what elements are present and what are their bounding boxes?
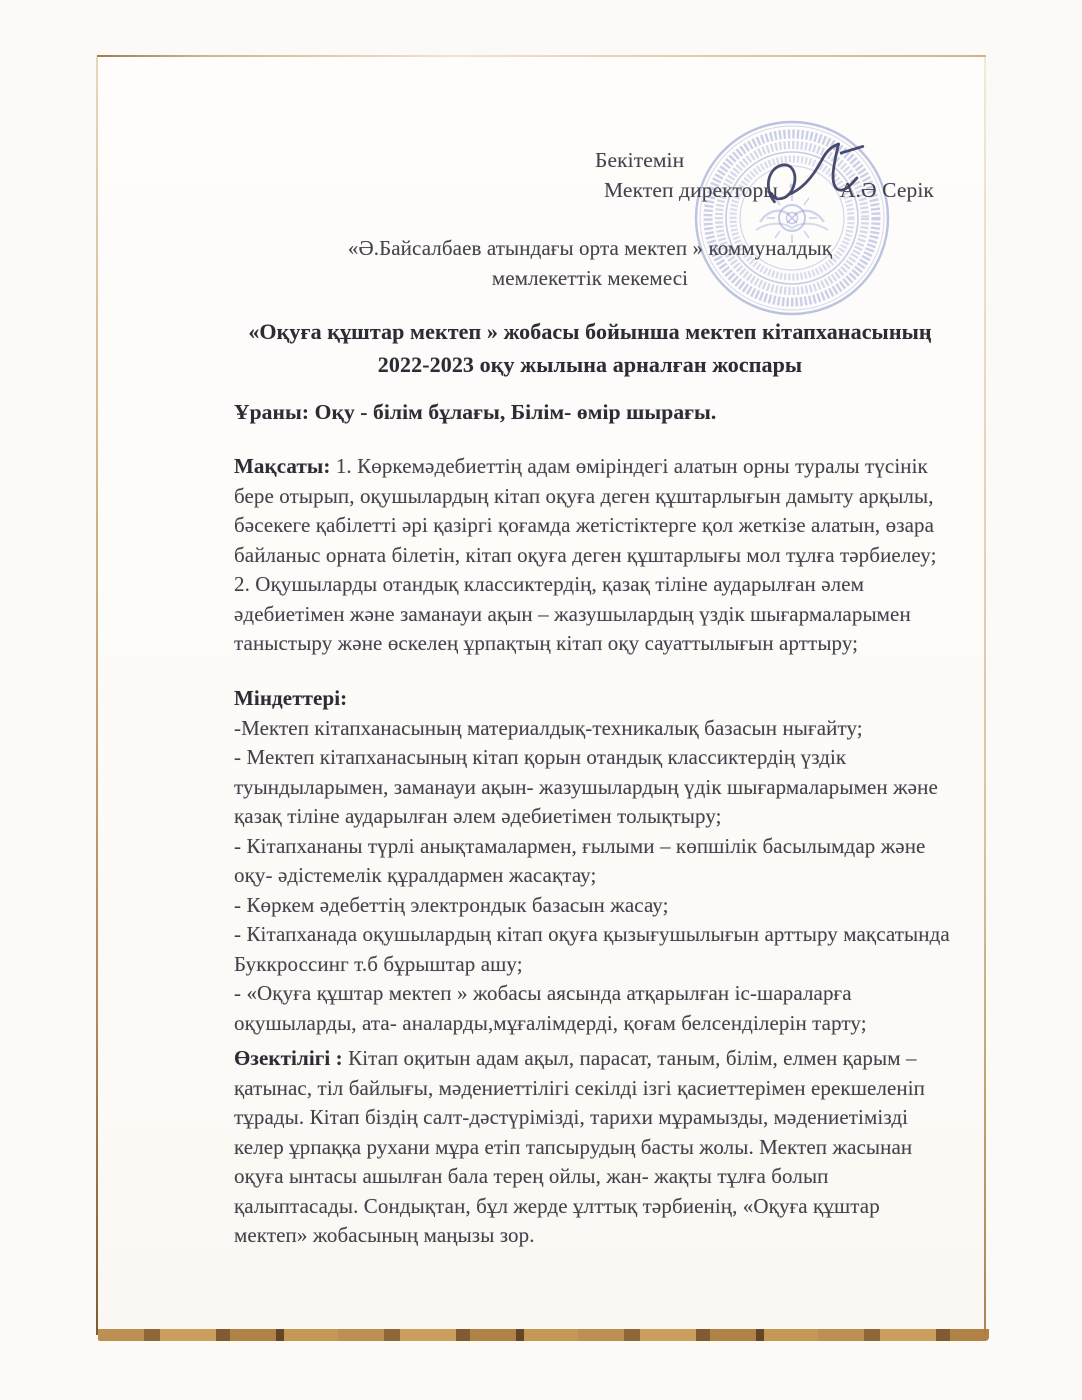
tasks-section xyxy=(234,684,952,1038)
tasks-label: Міндеттері: xyxy=(234,686,348,710)
task-item: - Көркем әдебеттің электрондык базасын жасау; xyxy=(234,892,669,917)
goal-section xyxy=(234,452,952,659)
task-item: - Мектеп кітапханасының кітап қорын отандық классиктердің үздік туындыларымен, заманауи ақын- жазушылардың үдік шығармаларымен және қазақ тіліне аударылған әлем әдебиетімен толықтыру; xyxy=(234,745,938,828)
signer-name: А.Ә Серік xyxy=(839,178,934,202)
director-label: Мектеп директоры xyxy=(604,178,778,202)
institution-name xyxy=(234,233,946,293)
goal-text-1: 1. Көркемәдебиеттің адам өміріндегі алатын орны туралы түсінік бере отырып, оқушылардың кітап оқуға деген құштарлығын дамыту арқылы, бәсекеге қабілетті әрі қазіргі қоғамда жетістіктерге қол жеткізе алатын, өзара байланыс орната білетін, кітап оқуға деген құштарлығы мол тұлға тәрбиелеу; xyxy=(234,454,937,567)
goal-paragraph-2: 2. Оқушыларды отандық классиктердің, қазақ тіліне аударылған әлем әдебиетімен және заманауи ақын – жазушылардың үздік шығармаларымен таныстыру және өскелең ұрпақтың кітап оқу сауаттылығын арттыру; xyxy=(234,572,911,655)
paper-edge-left xyxy=(96,57,98,1335)
motto-label: Ұраны: xyxy=(234,400,310,424)
task-item: - Кітапхананы түрлі анықтамалармен, ғылыми – көпшілік басылымдар және оқу- әдістемелік құралдармен жасақтау; xyxy=(234,833,926,887)
relevance-section xyxy=(234,1044,952,1251)
task-item: -Мектеп кітапханасының материалдық-техникалық базасын нығайту; xyxy=(234,715,863,740)
paper-sheet xyxy=(97,57,985,1333)
institution-line2: мемлекеттік мекемесі xyxy=(491,266,689,290)
signature-icon xyxy=(754,137,871,223)
paper-edge-right xyxy=(984,57,986,1335)
task-item: - Кітапханада оқушылардың кітап оқуға қызығушылығын арттыру мақсатында Буккроссинг т.б бұрыштар ашу; xyxy=(234,922,950,976)
document-title-line1: «Оқуға құштар мектеп » жобасы бойынша мектеп кітапханасының xyxy=(248,319,932,344)
task-item: - «Оқуға құштар мектеп » жобасы аясында атқарылған іс-шараларға оқушыларды, ата- аналарды,мұғалімдерді, қоғам белсенділерін тарту; xyxy=(234,981,867,1035)
tasks-heading xyxy=(234,684,952,714)
goal-paragraph-1 xyxy=(234,452,952,570)
table-edge-strip xyxy=(98,1329,989,1341)
paper-edge-top xyxy=(97,55,986,57)
motto-line xyxy=(234,398,716,428)
approval-label: Бекітемін xyxy=(595,148,685,172)
motto-text: Оқу - білім бұлағы, Білім- өмір шырағы. xyxy=(314,400,717,424)
document-title xyxy=(214,315,966,381)
institution-line1: «Ә.Байсалбаев атындағы орта мектеп » коммуналдық xyxy=(347,236,833,260)
relevance-text: Кітап оқитын адам ақыл, парасат, таным, білім, елмен қарым – қатынас, тіл байлығы, мәдениеттілігі секілді ізгі қасиеттерімен ерекшеленіп тұрады. Кітап біздің салт-дәстүрімізді, тарихи мұрамызды, мәдениетімізді келер ұрпаққа рухани мұра етіп тапсырудың басты жолы. Мектеп жасынан оқуға ынтасы ашылған бала терең ойлы, жан- жақты тұлға болып қалыптасады. Сондықтан, бұл жерде ұлттық тәрбиенің, «Оқуға құштар мектеп» жобасының маңызы зор. xyxy=(234,1046,926,1247)
relevance-label: Өзектілігі : xyxy=(234,1046,343,1070)
document-title-line2: 2022-2023 оқу жылына арналған жоспары xyxy=(377,352,803,377)
goal-label: Мақсаты: xyxy=(234,454,331,478)
